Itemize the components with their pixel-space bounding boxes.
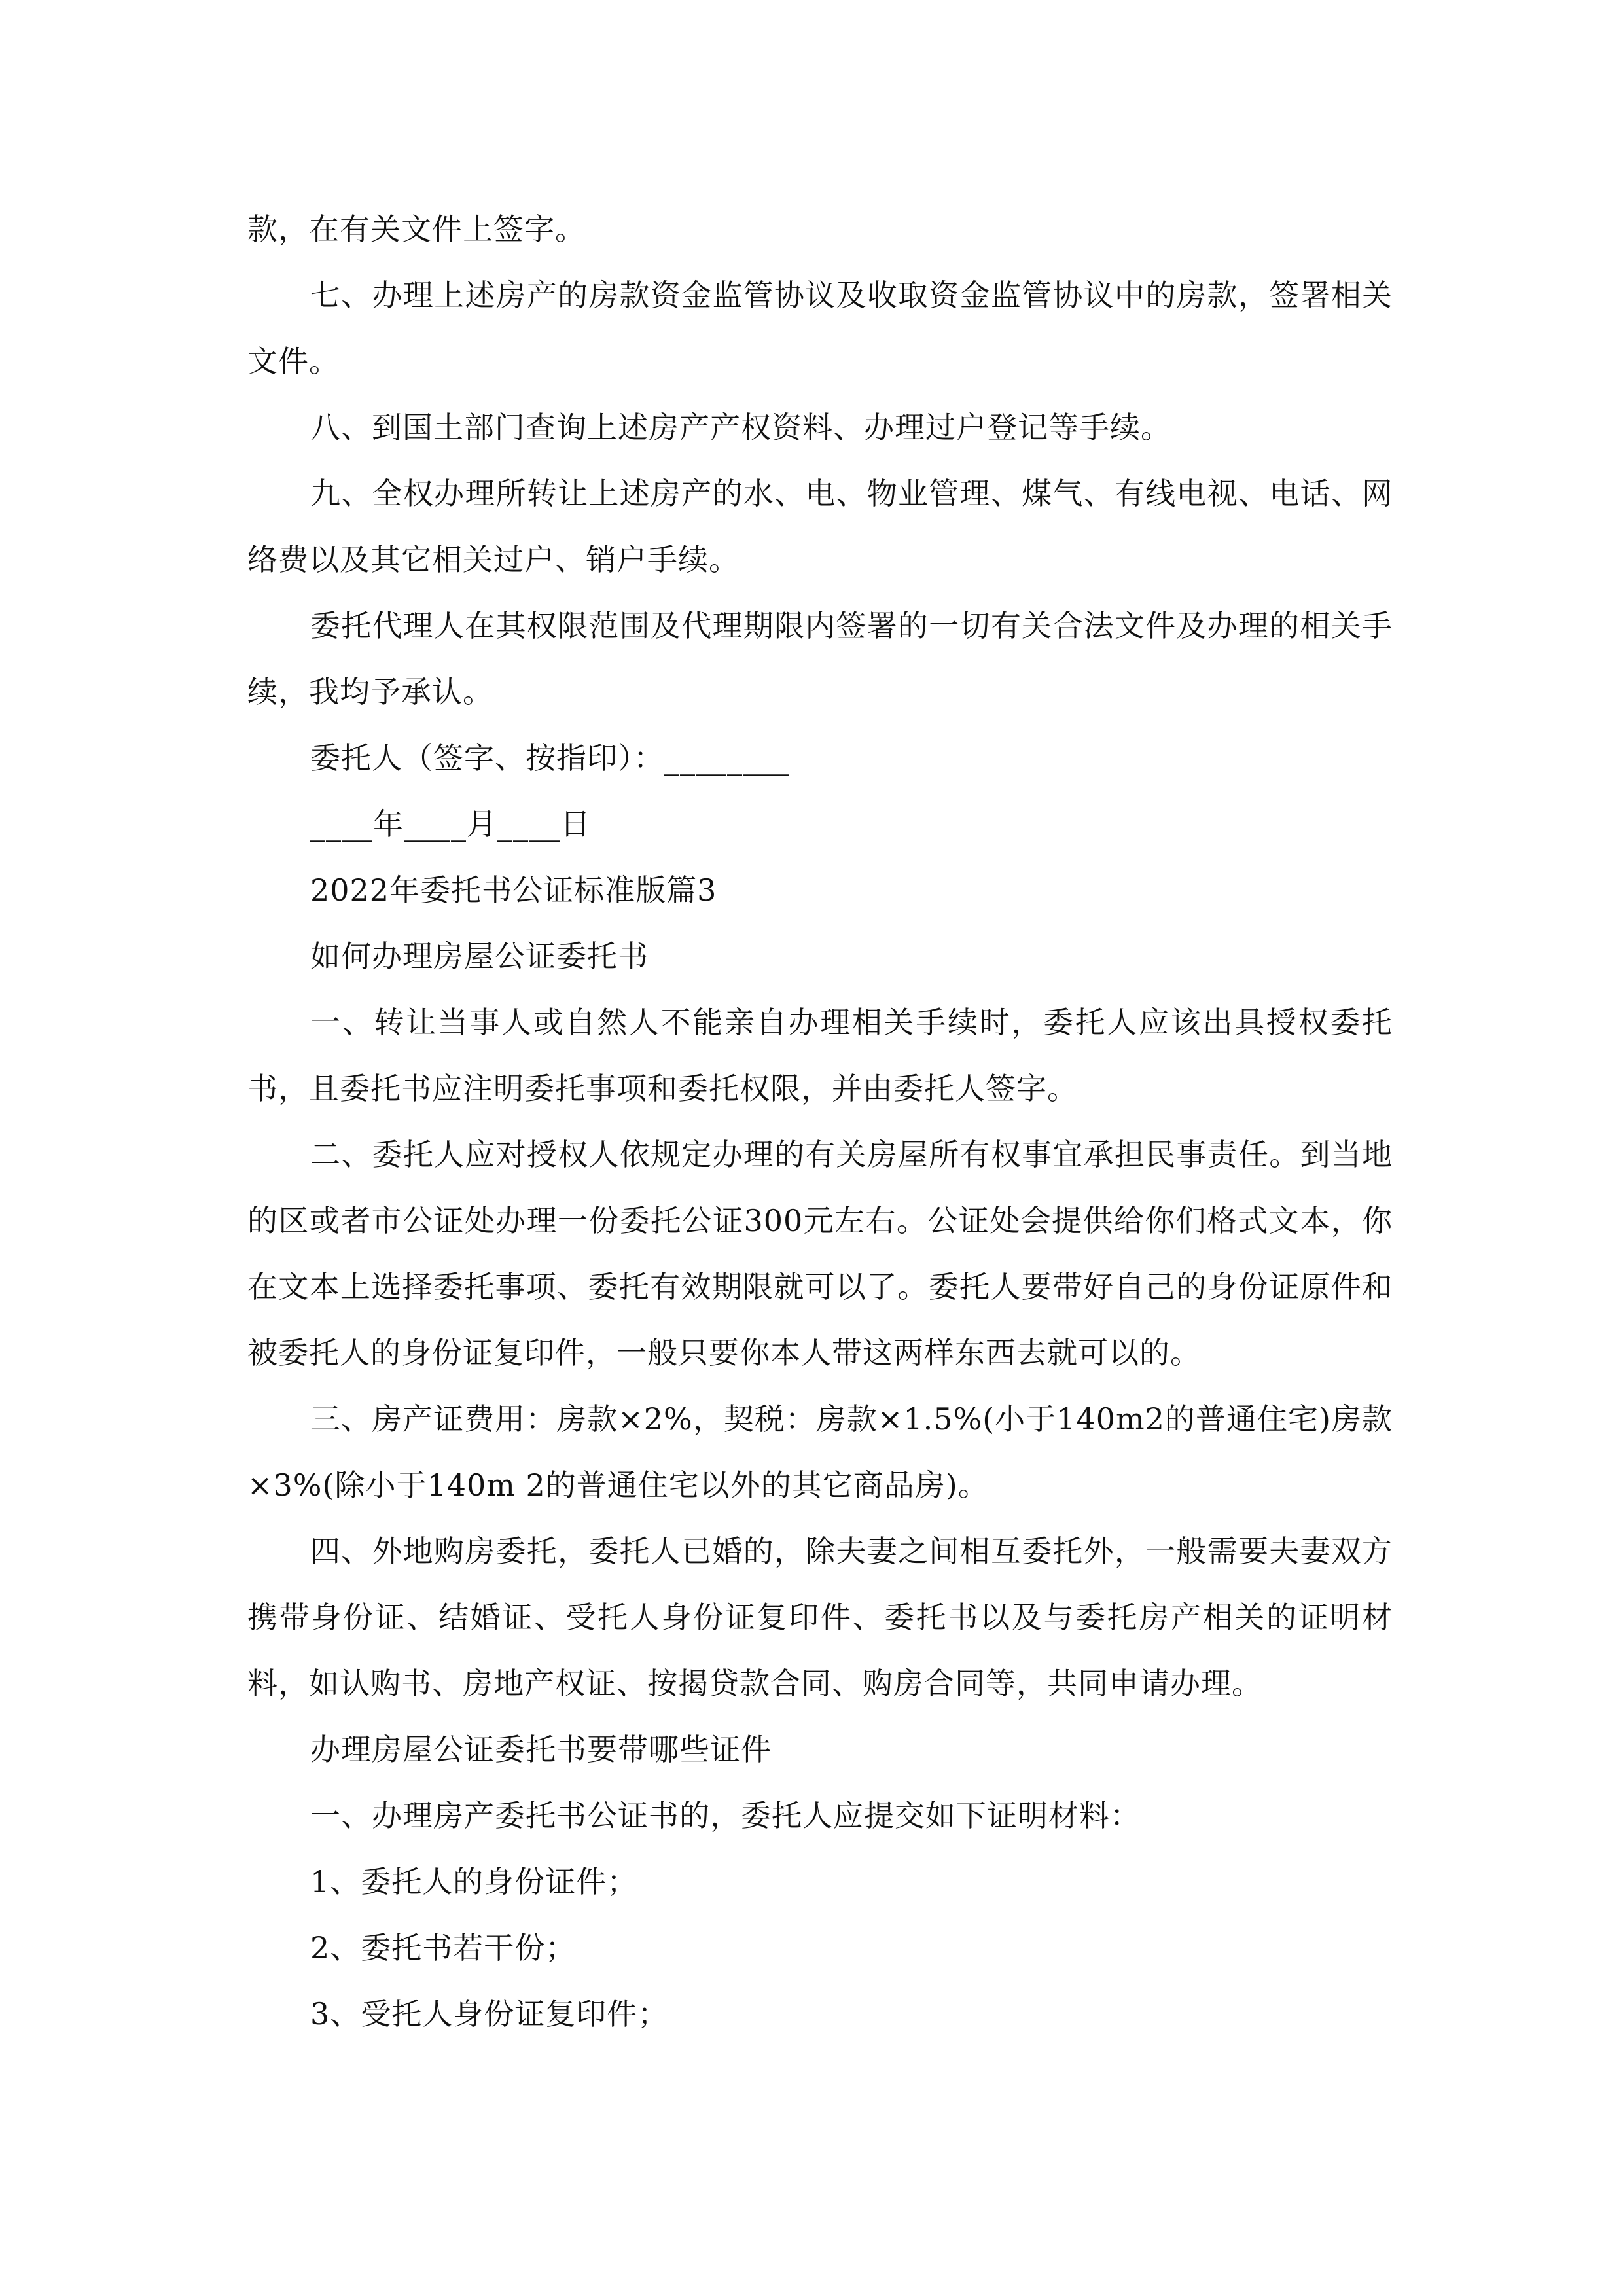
- section-title: 2022年委托书公证标准版篇3: [310, 872, 717, 908]
- paragraph-point-4: 四、外地购房委托，委托人已婚的，除夫妻之间相互委托外，一般需要夫妻双方携带身份证、结婚证、受托人身份证复印件、委托书以及与委托房产相关的证明材料，如认购书、房地产权证、按揭贷款合同、购房合同等，共同申请办理。: [247, 1534, 1393, 1701]
- list-item-1: 1、委托人的身份证件；: [310, 1864, 638, 1899]
- paragraph-point-2: 二、委托人应对授权人依规定办理的有关房屋所有权事宜承担民事责任。到当地的区或者市公证处办理一份委托公证300元左右。公证处会提供给你们格式文本，你在文本上选择委托事项、委托有效期限就可以了。委托人要带好自己的身份证原件和被委托人的身份证复印件，一般只要你本人带这两样东西去就可以的。: [247, 1137, 1393, 1371]
- paragraph-item-8: 八、到国土部门查询上述房产产权资料、办理过户登记等手续。: [310, 410, 1171, 445]
- subsection-title-documents: 办理房屋公证委托书要带哪些证件: [310, 1732, 772, 1767]
- paragraph-documents-intro: 一、办理房产委托书公证书的，委托人应提交如下证明材料：: [310, 1798, 1141, 1833]
- paragraph-item-7: 七、办理上述房产的房款资金监管协议及收取资金监管协议中的房款，签署相关文件。: [247, 278, 1393, 379]
- signature-line: 委托人（签字、按指印）：________: [310, 740, 790, 776]
- paragraph-point-1: 一、转让当事人或自然人不能亲自办理相关手续时，委托人应该出具授权委托书，且委托书应注明委托事项和委托权限，并由委托人签字。: [247, 1005, 1393, 1106]
- paragraph-item-9: 九、全权办理所转让上述房产的水、电、物业管理、煤气、有线电视、电话、网络费以及其它相关过户、销户手续。: [247, 476, 1393, 577]
- document-body: [247, 196, 1393, 2047]
- list-item-2: 2、委托书若干份；: [310, 1930, 577, 1965]
- date-line: ____年____月____日: [310, 806, 591, 842]
- list-item-3: 3、受托人身份证复印件；: [310, 1996, 669, 2032]
- paragraph-acknowledgement: 委托代理人在其权限范围及代理期限内签署的一切有关合法文件及办理的相关手续，我均予承认。: [247, 608, 1393, 709]
- paragraph-point-3: 三、房产证费用：房款×2%，契税：房款×1.5%(小于140m2的普通住宅)房款×3%(除小于140m 2的普通住宅以外的其它商品房)。: [247, 1401, 1393, 1503]
- subsection-title-how-to: 如何办理房屋公证委托书: [310, 939, 649, 974]
- paragraph-continuation: 款，在有关文件上签字。: [247, 211, 586, 247]
